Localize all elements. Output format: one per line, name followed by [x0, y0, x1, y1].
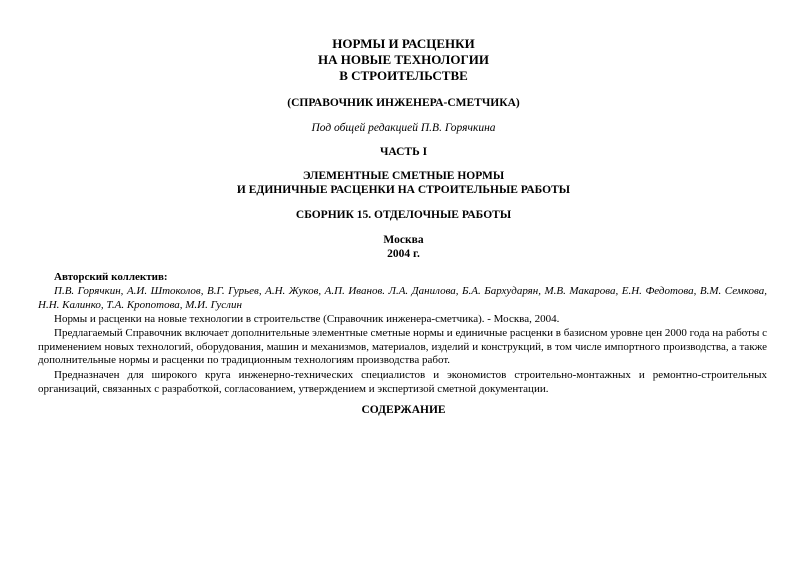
part-heading: ЧАСТЬ I [379, 146, 428, 158]
editor-credit: Под общей редакцией П.В. Горячкина [311, 122, 496, 134]
publication-city: Москва [383, 234, 424, 246]
part-title-line: И ЕДИНИЧНЫЕ РАСЦЕНКИ НА СТРОИТЕЛЬНЫЕ РАБОТЫ [236, 184, 571, 196]
authors-list: П.В. Горячкин, А.И. Штоколов, В.Г. Гурьев, А.Н. Жуков, А.П. Иванов. Л.А. Данилова, Б.А. Бархударян, М.В. Макарова, Е.Н. Федотова, В.М. Семкова, Н.Н. Калинко, Т.А. Кропотова, М.И. Гуслин [38, 285, 767, 311]
authors-label: Авторский коллектив: [54, 271, 168, 283]
title-line: НОРМЫ И РАСЦЕНКИ [332, 36, 475, 51]
collection-heading: СБОРНИК 15. ОТДЕЛОЧНЫЕ РАБОТЫ [295, 209, 512, 221]
title-line: НА НОВЫЕ ТЕХНОЛОГИИ [318, 52, 489, 67]
part-title-line: ЭЛЕМЕНТНЫЕ СМЕТНЫЕ НОРМЫ [302, 170, 505, 182]
title-line: В СТРОИТЕЛЬСТВЕ [339, 68, 468, 83]
citation-paragraph: Нормы и расценки на новые технологии в строительстве (Справочник инженера-сметчика). - Москва, 2004. [54, 313, 560, 325]
document-title [0, 36, 807, 84]
document-subtitle: (СПРАВОЧНИК ИНЖЕНЕРА-СМЕТЧИКА) [287, 97, 520, 109]
publication-year: 2004 г. [387, 248, 420, 260]
part-title [0, 169, 807, 197]
contents-heading: СОДЕРЖАНИЕ [361, 404, 446, 416]
description-paragraph: Предлагаемый Справочник включает дополнительные элементные сметные нормы и единичные расценки в базисном уровне цен 2000 года на работы с применением новых технологий, оборудования, машин и механизмов, материалов, изделий и конструкций, в том числе импортного производства, а также дополнительные нормы и расценки по традиционным технологиям производства работ. [38, 327, 767, 366]
publication-place [0, 233, 807, 261]
purpose-paragraph: Предназначен для широкого круга инженерно-технических специалистов и экономистов строительно-монтажных и ремонтно-строительных организаций, связанных с разработкой, согласованием, утверждением и экспертизой сметной документации. [38, 369, 767, 395]
